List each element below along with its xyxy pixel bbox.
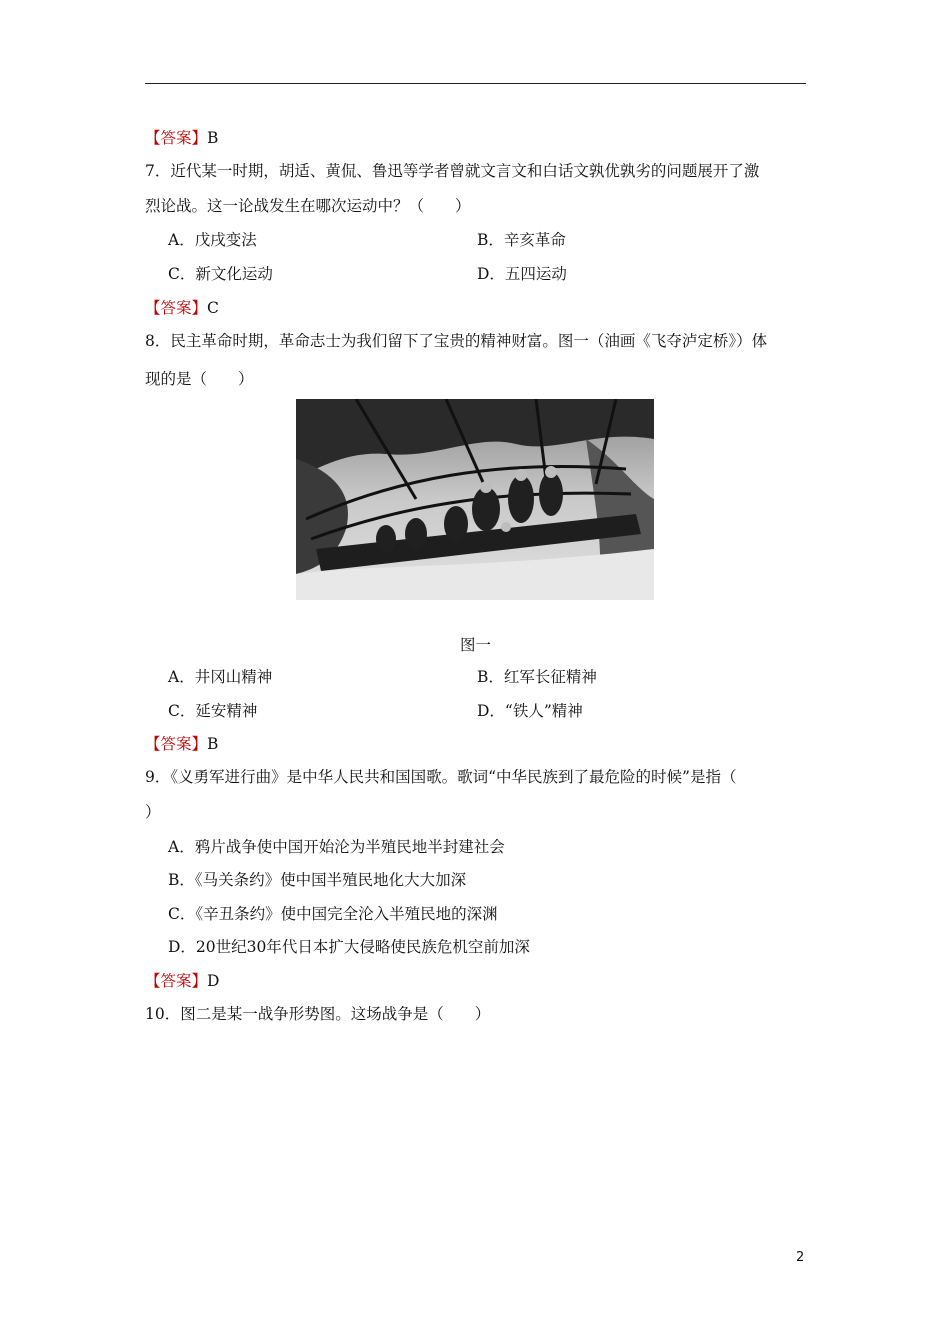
q7-option-c: C．新文化运动	[168, 265, 273, 283]
page-number: 2	[796, 1250, 805, 1265]
q9-option-d: D．20世纪30年代日本扩大侵略使民族危机空前加深	[168, 938, 530, 956]
answer-tag: 【答案】	[145, 299, 208, 317]
figure-painting	[296, 399, 654, 600]
q7-stem-line1: 7．近代某一时期，胡适、黄侃、鲁迅等学者曾就文言文和白话文孰优孰劣的问题展开了激	[145, 162, 760, 180]
q7-option-a: A．戊戌变法	[168, 231, 257, 249]
header-rule	[145, 83, 806, 84]
q9-stem-line1: 9．《义勇军进行曲》是中华人民共和国国歌。歌词“中华民族到了最危险的时候”是指（	[145, 768, 737, 786]
q8-option-b: B．红军长征精神	[477, 668, 597, 686]
q7-option-d: D．五四运动	[477, 265, 567, 283]
q8-stem-line1: 8．民主革命时期，革命志士为我们留下了宝贵的精神财富。图一（油画《飞夺泸定桥》）体	[145, 332, 768, 350]
answer-value: B	[207, 735, 219, 753]
q7-option-b: B．辛亥革命	[477, 231, 566, 249]
q9-option-b: B．《马关条约》使中国半殖民地化大大加深	[168, 871, 467, 889]
answer-tag: 【答案】	[145, 972, 208, 990]
answer-tag: 【答案】	[145, 735, 208, 753]
figure-caption: 图一	[460, 636, 492, 654]
bridge-painting-illustration	[296, 399, 654, 600]
q8-option-d: D．“铁人”精神	[477, 702, 583, 720]
answer-q8	[145, 733, 218, 755]
q8-option-a: A．井冈山精神	[168, 668, 273, 686]
answer-value: C	[207, 299, 219, 317]
answer-q9	[145, 970, 219, 992]
answer-q7	[145, 297, 219, 319]
answer-q6	[145, 127, 218, 149]
answer-value: D	[207, 972, 220, 990]
q9-option-c: C．《辛丑条约》使中国完全沦入半殖民地的深渊	[168, 905, 498, 923]
q7-stem-line2: 烈论战。这一论战发生在哪次运动中？（ ）	[145, 197, 471, 215]
q9-option-a: A．鸦片战争使中国开始沦为半殖民地半封建社会	[168, 838, 505, 856]
q8-stem-line2: 现的是（ ）	[145, 370, 254, 388]
q9-stem-line2: ）	[145, 803, 161, 821]
answer-tag: 【答案】	[145, 129, 208, 147]
q10-stem-line1: 10．图二是某一战争形势图。这场战争是（ ）	[145, 1005, 491, 1023]
q8-option-c: C．延安精神	[168, 702, 258, 720]
answer-value: B	[207, 129, 219, 147]
